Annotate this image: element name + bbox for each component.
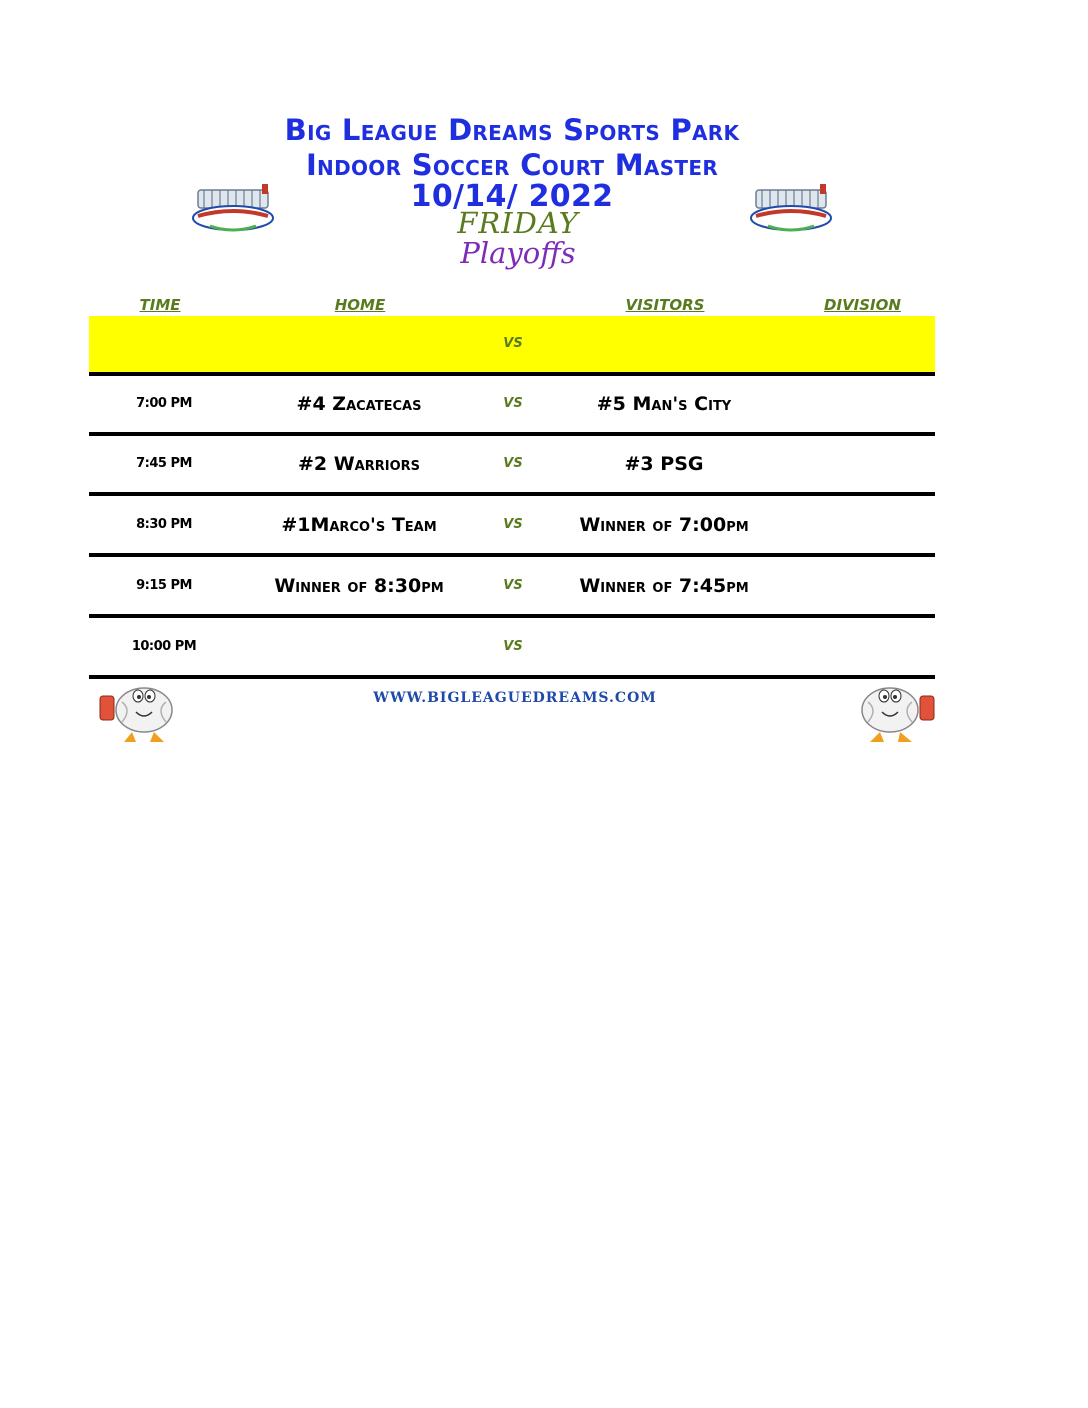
table-row (89, 436, 935, 496)
big-league-dreams-logo-icon (190, 182, 276, 234)
website-link[interactable]: WWW.BIGLEAGUEDREAMS.COM (373, 690, 657, 706)
column-header-time: TIME (139, 296, 181, 314)
home-cell: #1Marco's Team (281, 514, 437, 536)
table-row (89, 558, 935, 618)
division-cell (789, 558, 929, 614)
table-row (89, 316, 935, 376)
vs-label: VS (503, 639, 523, 654)
visitors-cell: Winner of 7:00pm (579, 514, 749, 536)
time-cell: 7:45 PM (136, 456, 192, 471)
home-cell (239, 619, 479, 675)
column-header-division: DIVISION (824, 296, 901, 314)
home-cell: Winner of 8:30pm (274, 575, 444, 597)
title-line-2: Indoor Soccer Court Master (305, 148, 719, 182)
time-cell: 10:00 PM (131, 639, 197, 654)
baseball-mascot-phone-icon (842, 682, 942, 746)
visitors-cell (544, 619, 784, 675)
vs-label: VS (503, 336, 523, 351)
title-line-1: Big League Dreams Sports Park (284, 113, 740, 147)
division-cell (789, 497, 929, 553)
vs-label: VS (503, 456, 523, 471)
time-cell (109, 316, 219, 372)
division-cell (789, 376, 929, 432)
vs-label: VS (503, 396, 523, 411)
division-cell (789, 436, 929, 492)
time-cell: 8:30 PM (136, 517, 192, 532)
vs-label: VS (503, 578, 523, 593)
table-row (89, 497, 935, 557)
home-cell: #2 Warriors (297, 453, 421, 475)
home-cell (239, 316, 479, 372)
division-cell (789, 316, 929, 372)
event-date: 10/14/ 2022 (410, 179, 614, 214)
playoffs-label: Playoffs (460, 236, 576, 270)
vs-label: VS (503, 517, 523, 532)
visitors-cell (544, 316, 784, 372)
home-cell: #4 Zacatecas (296, 393, 422, 415)
baseball-mascot-phone-icon (92, 682, 192, 746)
division-cell (789, 619, 929, 675)
column-header-home: HOME (334, 296, 386, 314)
column-header-visitors: VISITORS (625, 296, 705, 314)
visitors-cell: Winner of 7:45pm (579, 575, 749, 597)
big-league-dreams-logo-icon (748, 182, 834, 234)
table-row (89, 619, 935, 679)
visitors-cell: #5 Man's City (596, 393, 732, 415)
day-label: FRIDAY (457, 206, 579, 240)
time-cell: 9:15 PM (136, 578, 192, 593)
table-row (89, 376, 935, 436)
visitors-cell: #3 PSG (624, 453, 704, 475)
time-cell: 7:00 PM (136, 396, 192, 411)
